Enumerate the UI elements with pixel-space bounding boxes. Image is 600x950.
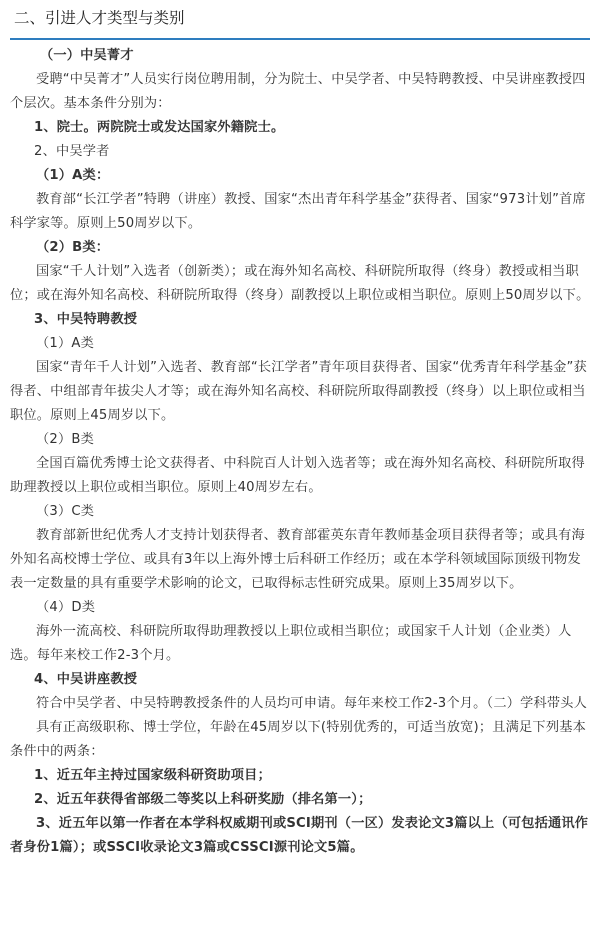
professor-a-label: （1）A类	[36, 336, 94, 351]
professor-d-text: 海外一流高校、科研院所取得助理教授以上职位或相当职位；或国家千人计划（企业类）人选。每年来校工作2-3个月。	[10, 624, 572, 663]
intro-paragraph: 受聘“中吴菁才”人员实行岗位聘用制，分为院士、中吴学者、中吴特聘教授、中吴讲座教授四个层次。基本条件分别为：	[10, 72, 586, 111]
title-divider	[10, 38, 590, 40]
scholar-a-label: （1）A类：	[36, 168, 110, 183]
scholar-b-text: 国家“千人计划”入选者（创新类）；或在海外知名高校、科研院所取得（终身）教授或相当职位；或在海外知名高校、科研院所取得（终身）副教授以上职位或相当职位。原则上50周岁以下。	[10, 264, 590, 303]
discipline-leader-text: 具有正高级职称、博士学位，年龄在45周岁以下(特别优秀的，可适当放宽)；且满足下列基本条件中的两条：	[10, 720, 586, 759]
professor-a-text: 国家“青年千人计划”入选者、教育部“长江学者”青年项目获得者、国家“优秀青年科学基金”获得者、中组部青年拔尖人才等；或在海外知名高校、科研院所取得副教授（终身）以上职位或相当职位。原则上45周岁以下。	[10, 360, 587, 423]
item-zhongwu-scholar: 2、中吴学者	[34, 144, 110, 159]
leader-condition-1: 1、近五年主持过国家级科研资助项目；	[34, 768, 271, 783]
professor-b-label: （2）B类	[36, 432, 94, 447]
professor-c-text: 教育部新世纪优秀人才支持计划获得者、教育部霍英东青年教师基金项目获得者等；或具有海外知名高校博士学位、或具有3年以上海外博士后科研工作经历；或在本学科领域国际顶级刊物发表一定数量的具有重要学术影响的论文，已取得标志性研究成果。原则上35周岁以下。	[10, 528, 585, 591]
leader-condition-2: 2、近五年获得省部级二等奖以上科研奖励（排名第一）；	[34, 792, 372, 807]
professor-c-label: （3）C类	[36, 504, 95, 519]
scholar-b-label: （2）B类：	[36, 240, 110, 255]
scholar-a-text: 教育部“长江学者”特聘（讲座）教授、国家“杰出青年科学基金”获得者、国家“973计划”首席科学家等。原则上50周岁以下。	[10, 192, 586, 231]
heading-zhongwu-jingcai: （一）中吴菁才	[40, 48, 134, 63]
item-chair-professor: 4、中吴讲座教授	[34, 672, 138, 687]
item-distinguished-professor: 3、中吴特聘教授	[34, 312, 138, 327]
chair-professor-text: 符合中吴学者、中吴特聘教授条件的人员均可申请。每年来校工作2-3个月。（二）学科带头人	[36, 696, 588, 711]
professor-b-text: 全国百篇优秀博士论文获得者、中科院百人计划入选者等；或在海外知名高校、科研院所取得助理教授以上职位或相当职位。原则上40周岁左右。	[10, 456, 585, 495]
item-academician: 1、院士。两院院士或发达国家外籍院士。	[34, 120, 285, 135]
professor-d-label: （4）D类	[36, 600, 96, 615]
section-title: 二、引进人才类型与类别	[14, 9, 185, 27]
leader-condition-3: 3、近五年以第一作者在本学科权威期刊或SCI期刊（一区）发表论文3篇以上（可包括通讯作者身份1篇）；或SSCI收录论文3篇或CSSCI源刊论文5篇。	[10, 816, 589, 855]
